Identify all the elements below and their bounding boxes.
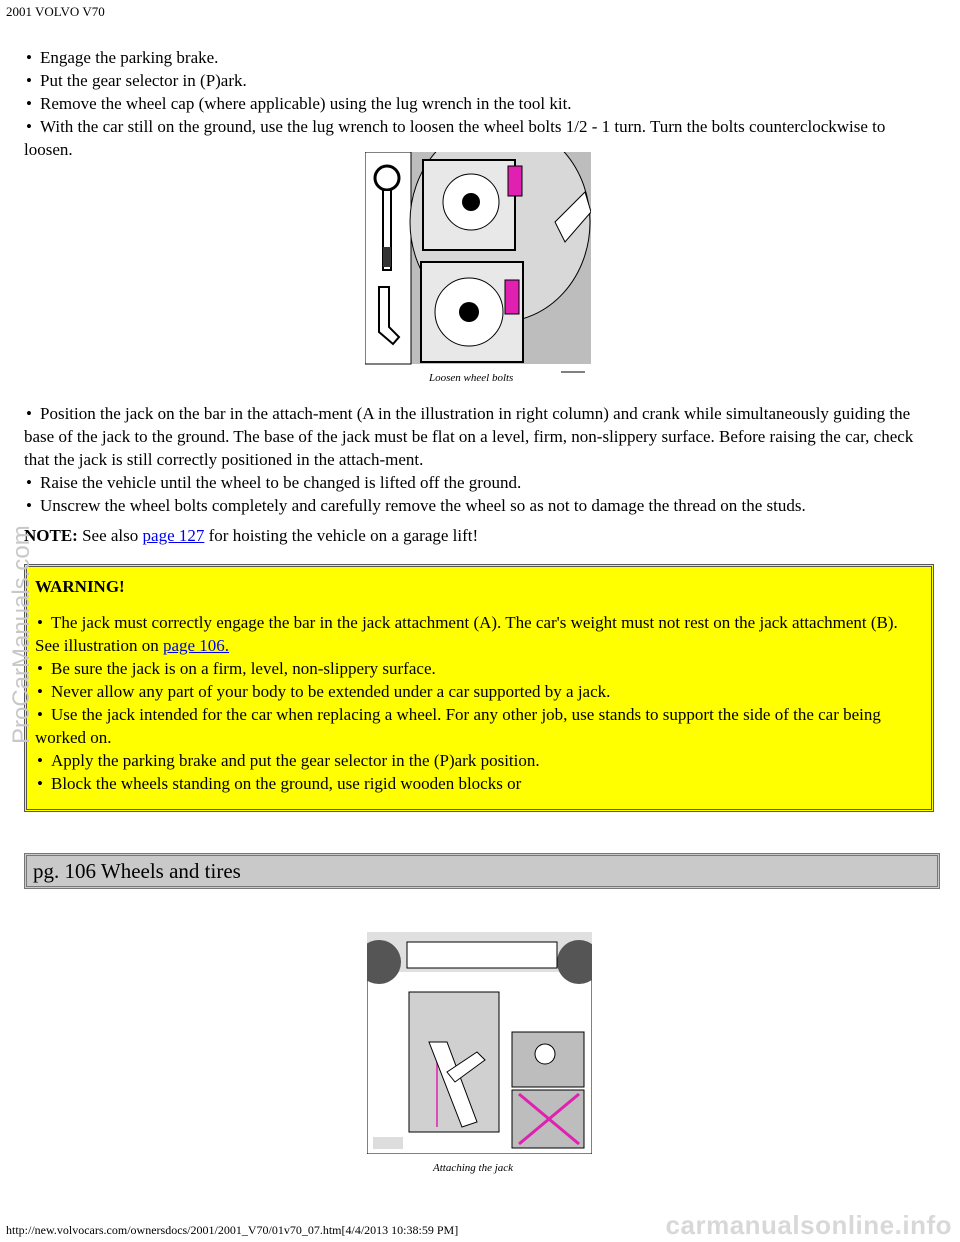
- warning-item: • Be sure the jack is on a firm, level, non-slippery surface.: [35, 657, 925, 680]
- note-text-before: See also: [77, 526, 143, 545]
- warning-box: [24, 564, 934, 812]
- loosen-wheel-bolts-illustration: [365, 152, 591, 390]
- warning-item: [35, 611, 925, 657]
- list-item: • Engage the parking brake.: [24, 46, 934, 69]
- warning-item: • Block the wheels standing on the ground, use rigid wooden blocks or: [35, 772, 925, 795]
- loosen-wheel-bolts-figure: [365, 152, 591, 390]
- page-127-link[interactable]: page 127: [142, 526, 205, 545]
- list-item-text: • Position the jack on the bar in the attach-ment (A in the illustration in right column) and crank while simultaneously guiding the base of the jack to the ground. The base of the jack must be flat on a level, firm, non-slippery surface. Before raising the car, check that the jack is still correctly positioned in the attach-ment.: [24, 404, 914, 469]
- note-label: NOTE:: [24, 526, 78, 545]
- list-item: • Unscrew the wheel bolts completely and carefully remove the wheel so as not to damage the thread on the studs.: [24, 494, 939, 517]
- warning-item: [35, 703, 925, 749]
- list-item: • Remove the wheel cap (where applicable) using the lug wrench in the tool kit.: [24, 92, 934, 115]
- steps-top-list: [24, 46, 934, 161]
- page-header: 2001 VOLVO V70: [6, 4, 105, 19]
- bottom-watermark: carmanualsonline.info: [665, 1210, 952, 1240]
- list-item-text: • With the car still on the ground, use the lug wrench to loosen the wheel bolts 1/2 - 1 turn. Turn the bolts counterclockwise to loosen.: [24, 117, 886, 159]
- warning-item-text-before: The jack must correctly engage the bar in the jack attachment (A). The car's weight must not rest on the jack attachment (B). See illustration on: [35, 613, 898, 655]
- page-footer-url: http://new.volvocars.com/ownersdocs/2001/2001_V70/01v70_07.htm[4/4/2013 10:38:59 PM]: [6, 1223, 459, 1237]
- list-item: • Raise the vehicle until the wheel to be changed is lifted off the ground.: [24, 471, 939, 494]
- warning-item-text: • Use the jack intended for the car when replacing a wheel. For any other job, use stands to support the side of the car being worked on.: [35, 705, 881, 747]
- figure-caption: Loosen wheel bolts: [429, 372, 514, 384]
- attaching-jack-figure: [367, 932, 592, 1178]
- note-paragraph: [24, 526, 478, 546]
- warning-item: • Never allow any part of your body to be extended under a car supported by a jack.: [35, 680, 925, 703]
- list-item: [24, 402, 939, 471]
- figure-caption: Attaching the jack: [433, 1162, 514, 1174]
- side-watermark: ProCarManuals.com: [8, 525, 35, 744]
- note-text-after: for hoisting the vehicle on a garage lift!: [204, 526, 479, 545]
- page-106-link[interactable]: page 106.: [162, 636, 230, 655]
- warning-title: WARNING!: [35, 577, 125, 596]
- list-item: • Put the gear selector in (P)ark.: [24, 69, 934, 92]
- warning-item: • Apply the parking brake and put the gear selector in the (P)ark position.: [35, 749, 925, 772]
- warning-item-text: [35, 611, 925, 657]
- section-heading: pg. 106 Wheels and tires: [24, 853, 940, 889]
- attaching-jack-illustration: [367, 932, 592, 1154]
- steps-mid-list: [24, 402, 939, 517]
